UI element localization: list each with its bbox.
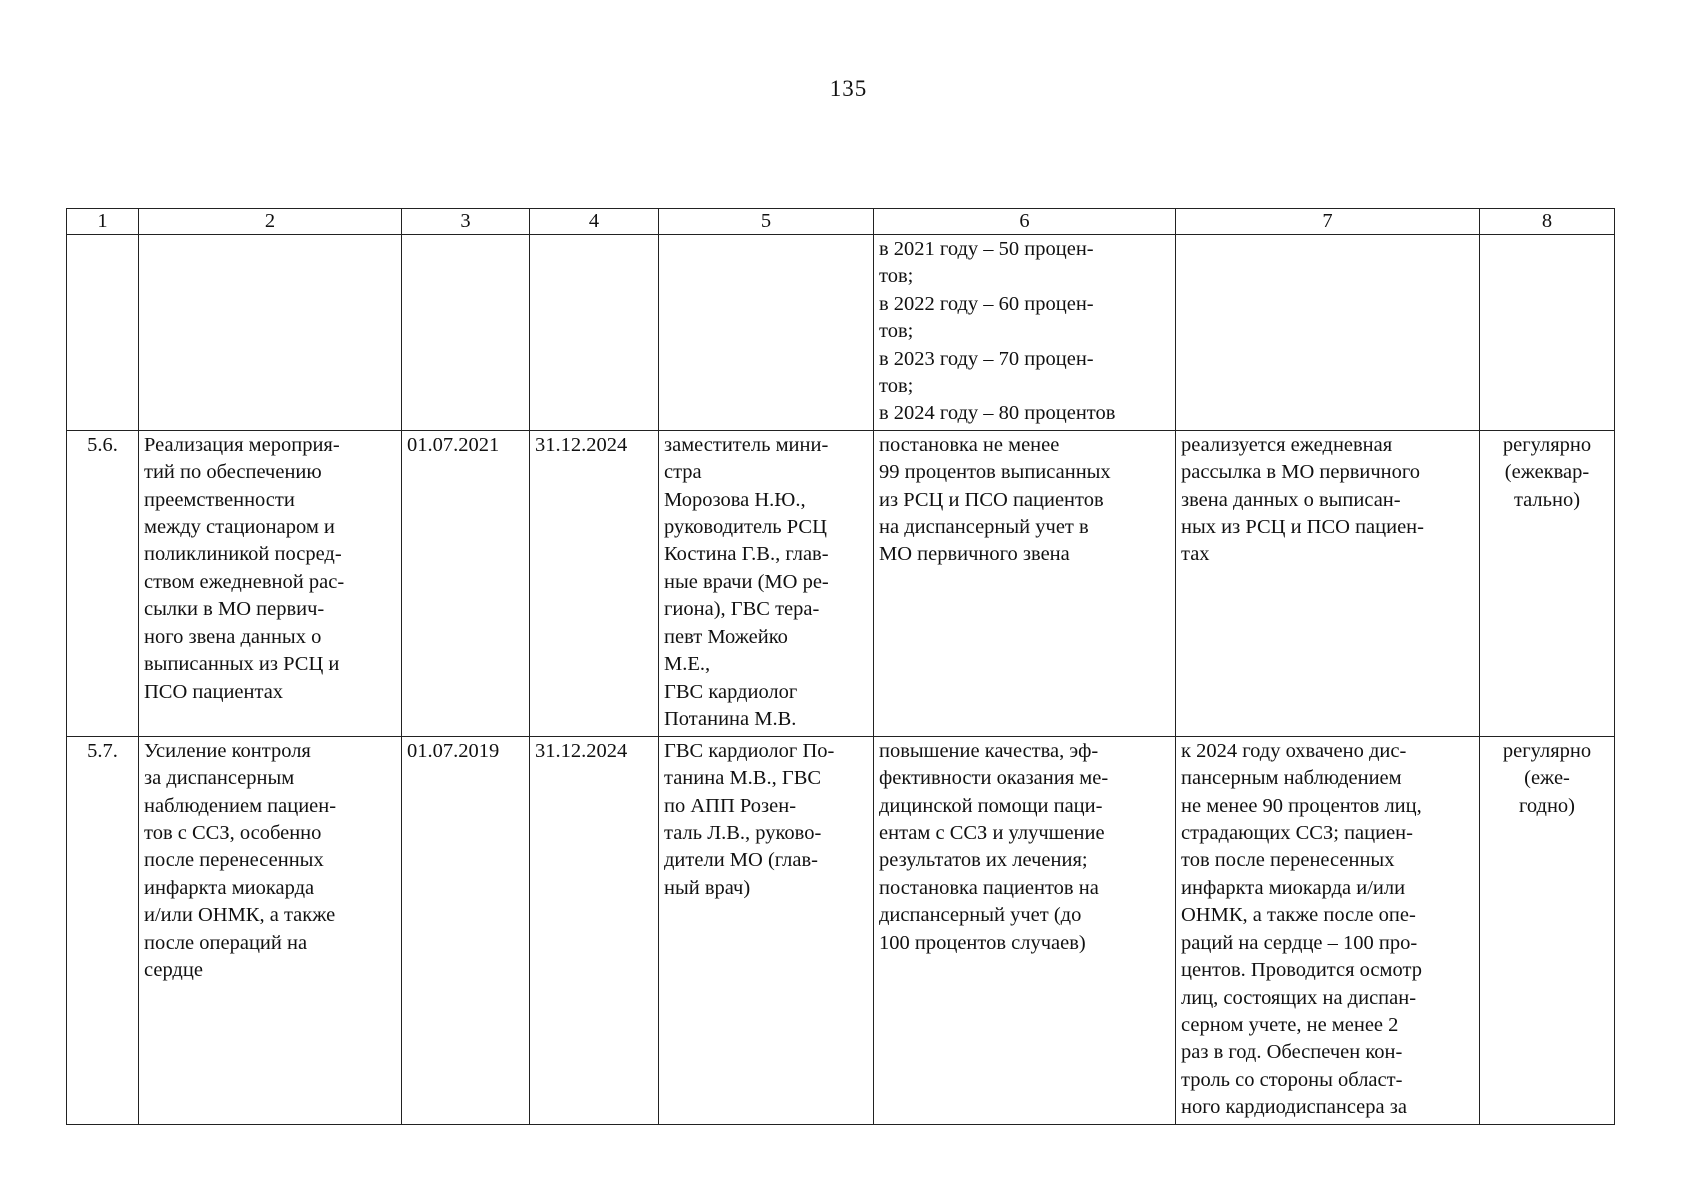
cell-frequency: регулярно (еже- годно) [1480,736,1615,1124]
table-row [67,736,1615,1124]
cell-responsible: заместитель мини- стра Морозова Н.Ю., руководитель РСЦ Костина Г.В., глав- ные врачи (МО ре- гиона), ГВС тера- певт Можейко М.Е., ГВС кардиолог Потанина М.В. [659,430,874,736]
cell-responsible: ГВС кардиолог По- танина М.В., ГВС по АПП Розен- таль Л.В., руково- дители МО (глав- ный врач) [659,736,874,1124]
table-row [67,235,1615,431]
cell-activity [139,235,402,431]
cell-end-date [530,235,659,431]
column-header: 1 [67,209,139,235]
page-number: 135 [829,76,868,101]
cell-start-date: 01.07.2021 [402,430,530,736]
cell-end-date: 31.12.2024 [530,430,659,736]
cell-start-date [402,235,530,431]
cell-frequency: регулярно (ежеквар- тально) [1480,430,1615,736]
cell-indicator: к 2024 году охвачено дис- пансерным наблюдением не менее 90 процентов лиц, страдающих ССЗ; пациен- тов после перенесенных инфаркта миокарда и/или ОНМК, а также после опе- раций на сердце – 100 про- центов. Проводится осмотр лиц, состоящих на диспан- серном учете, не менее 2 раз в год. Обеспечен кон- троль со стороны област- ного кардиодиспансера за [1176,736,1480,1124]
cell-frequency [1480,235,1615,431]
column-header: 2 [139,209,402,235]
cell-start-date: 01.07.2019 [402,736,530,1124]
cell-number [67,235,139,431]
cell-activity: Реализация мероприя- тий по обеспечению преемственности между стационаром и поликлиникой посред- ством ежедневной рас- сылки в МО первич- ного звена данных о выписанных из РСЦ и ПСО пациентах [139,430,402,736]
measures-table [66,208,1615,1125]
header-row [67,209,1615,235]
cell-indicator [1176,235,1480,431]
cell-number: 5.6. [67,430,139,736]
cell-end-date: 31.12.2024 [530,736,659,1124]
cell-result: в 2021 году – 50 процен- тов; в 2022 году – 60 процен- тов; в 2023 году – 70 процен- тов; в 2024 году – 80 процентов [874,235,1176,431]
column-header: 6 [874,209,1176,235]
cell-result: постановка не менее 99 процентов выписанных из РСЦ и ПСО пациентов на диспансерный учет в МО первичного звена [874,430,1176,736]
column-header: 7 [1176,209,1480,235]
cell-responsible [659,235,874,431]
column-header: 5 [659,209,874,235]
cell-result: повышение качества, эф- фективности оказания ме- дицинской помощи паци- ентам с ССЗ и улучшение результатов их лечения; постановка пациентов на диспансерный учет (до 100 процентов случаев) [874,736,1176,1124]
table-row [67,430,1615,736]
column-header: 3 [402,209,530,235]
cell-indicator: реализуется ежедневная рассылка в МО первичного звена данных о выписан- ных из РСЦ и ПСО пациен- тах [1176,430,1480,736]
column-header: 8 [1480,209,1615,235]
column-header: 4 [530,209,659,235]
cell-activity: Усиление контроля за диспансерным наблюдением пациен- тов с ССЗ, особенно после перенесенных инфаркта миокарда и/или ОНМК, а также после операций на сердце [139,736,402,1124]
cell-number: 5.7. [67,736,139,1124]
